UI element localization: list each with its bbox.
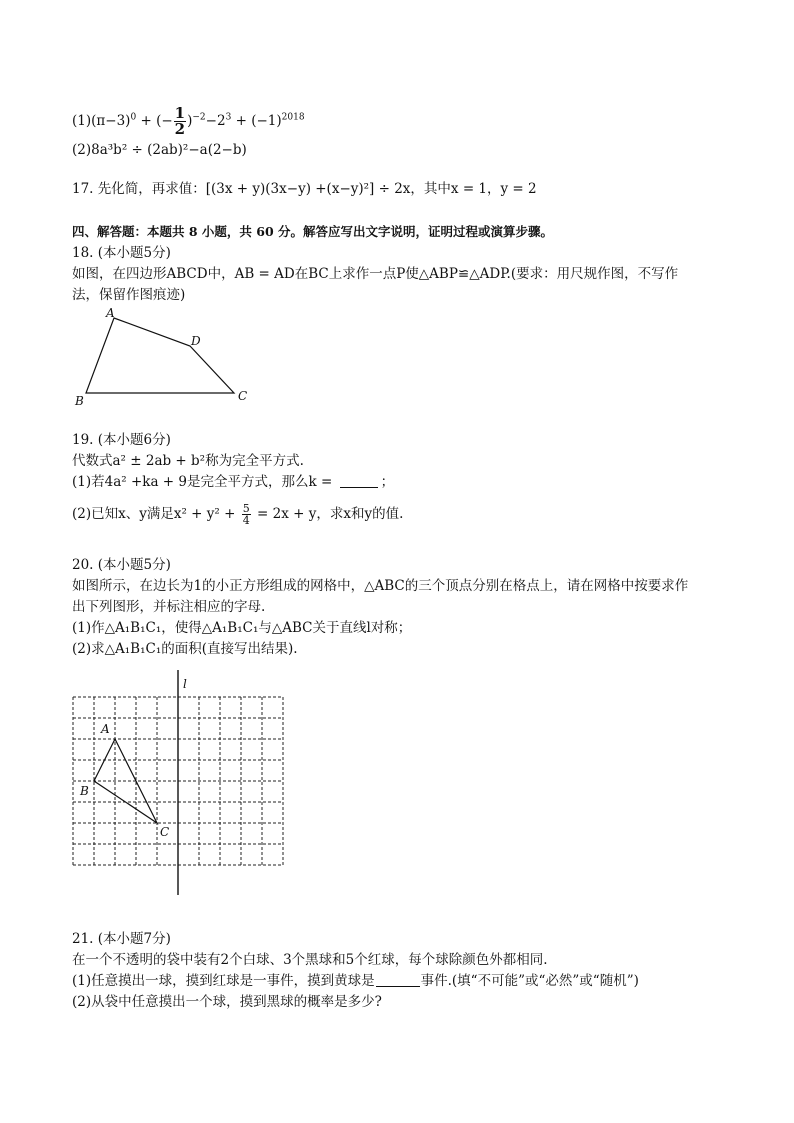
q21-title: 21. (本小题7分) bbox=[72, 931, 171, 947]
q19-frac-den: 4 bbox=[242, 514, 250, 527]
label-d: D bbox=[191, 334, 201, 348]
q19-line1: 代数式a² ± 2ab + b²称为完全平方式. bbox=[72, 453, 304, 469]
q19-part2-end: = 2x + y，求x和y的值. bbox=[252, 506, 404, 522]
q20-line1: 如图所示，在边长为1的小正方形组成的网格中，△ABC的三个顶点分别在格点上，请在网格中按要求作 bbox=[72, 578, 689, 594]
q16-exp2: 3 bbox=[225, 112, 232, 123]
q20-part1: (1)作△A₁B₁C₁，使得△A₁B₁C₁与△ABC关于直线l对称； bbox=[72, 620, 412, 636]
quadrilateral-figure bbox=[70, 302, 260, 412]
label-grid-a: A bbox=[101, 722, 110, 736]
q16-part1-prefix: (1)(π−3) bbox=[72, 113, 131, 129]
answer-blank-event[interactable] bbox=[376, 974, 420, 987]
label-grid-c: C bbox=[160, 825, 170, 839]
q16-exp0: 0 bbox=[130, 112, 137, 123]
q21-line1: 在一个不透明的袋中装有2个白球、3个黑球和5个红球，每个球除颜色外都相同. bbox=[72, 952, 548, 968]
q20-line2: 出下列图形，并标注相应的字母. bbox=[72, 599, 266, 615]
q16-plus: + (− bbox=[136, 113, 173, 129]
q19-frac-num: 5 bbox=[242, 502, 250, 515]
q19-part2 bbox=[72, 503, 403, 526]
grid-figure bbox=[60, 665, 300, 900]
q21-part2: (2)从袋中任意摸出一个球，摸到黑球的概率是多少? bbox=[72, 994, 382, 1010]
label-grid-b: B bbox=[80, 784, 89, 798]
q16-frac-num: 1 bbox=[174, 104, 186, 122]
q16-part1 bbox=[72, 106, 305, 137]
label-l: l bbox=[183, 677, 187, 691]
q16-frac-den: 2 bbox=[174, 120, 186, 138]
q18-line2: 法，保留作图痕迹) bbox=[72, 287, 186, 303]
q18-line1: 如图，在四边形ABCD中，AB = AD在BC上求作一点P使△ABP≌△ADP.(要求：用尺规作图，不写作 bbox=[72, 266, 679, 282]
q20-part2: (2)求△A₁B₁C₁的面积(直接写出结果). bbox=[72, 641, 298, 657]
section-heading: 四、解答题：本题共 8 小题，共 60 分。解答应写出文字说明，证明过程或演算步骤。 bbox=[72, 224, 554, 239]
q17-text: 17. 先化简，再求值：[(3x + y)(3x−y) +(x−y)²] ÷ 2x，其中x = 1，y = 2 bbox=[72, 181, 537, 197]
q19-part1 bbox=[72, 473, 394, 491]
q19-part1-text: (1)若4a² +ka + 9是完全平方式，那么k = bbox=[72, 474, 337, 490]
answer-blank-k[interactable] bbox=[340, 475, 378, 488]
quadrilateral-abcd bbox=[86, 318, 234, 393]
q16-minus: −2 bbox=[205, 113, 226, 129]
q16-part2: (2)8a³b² ÷ (2ab)²−a(2−b) bbox=[72, 142, 247, 158]
q16-exp1: −2 bbox=[192, 112, 206, 123]
label-a: A bbox=[106, 306, 115, 320]
label-b: B bbox=[75, 394, 84, 408]
q16-close: ) bbox=[187, 113, 193, 129]
q21-part1-end: 事件.(填“不可能”或“必然”或“随机”) bbox=[420, 973, 639, 989]
q20-title: 20. (本小题5分) bbox=[72, 557, 171, 573]
label-c: C bbox=[238, 389, 248, 403]
q19-fraction bbox=[242, 503, 251, 526]
q16-fraction bbox=[174, 106, 186, 137]
q19-title: 19. (本小题6分) bbox=[72, 432, 171, 448]
q18-title: 18. (本小题5分) bbox=[72, 245, 171, 261]
q19-part2-text: (2)已知x、y满足x² + y² + bbox=[72, 506, 240, 522]
q21-part1 bbox=[72, 972, 639, 990]
q16-tail: + (−1) bbox=[231, 113, 282, 129]
q21-part1-text: (1)任意摸出一球，摸到红球是一事件，摸到黄球是 bbox=[72, 973, 375, 989]
q16-exp3: 2018 bbox=[281, 112, 305, 123]
q19-part1-end: ； bbox=[380, 474, 395, 490]
